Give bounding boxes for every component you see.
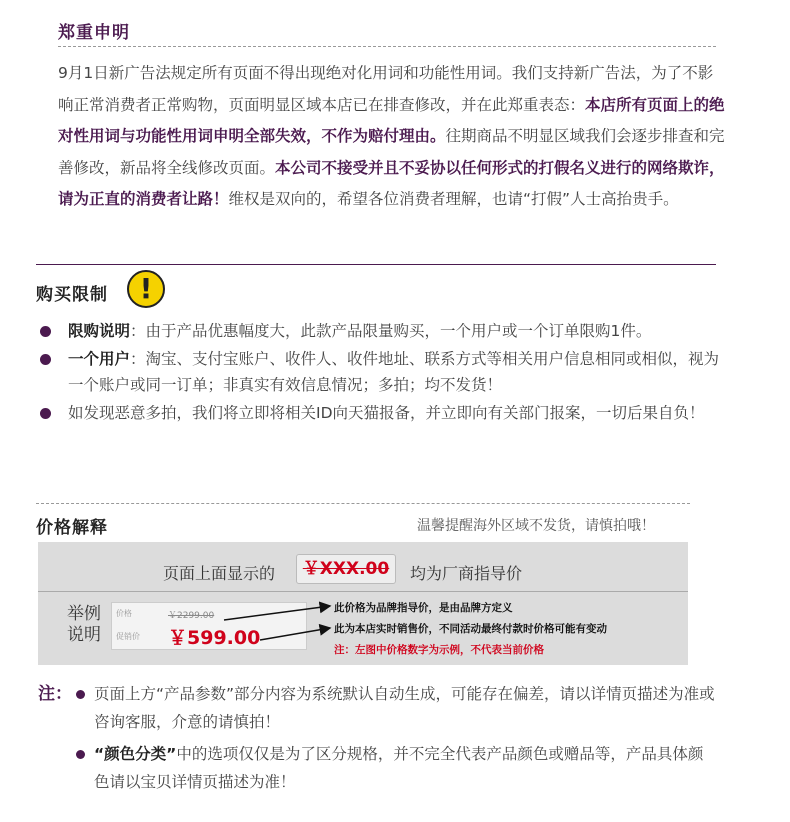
price-explain-title: 价格解释 — [36, 518, 108, 538]
declaration-title: 郑重申明 — [58, 23, 130, 43]
eg-price-label: 价格 — [116, 609, 132, 618]
arrow-icon — [224, 606, 330, 620]
purchase-limit-title: 购买限制 — [36, 285, 108, 305]
notes-label: 注： — [38, 684, 72, 704]
declaration-text-2: 往期商品不明显区域我们会逐步排查和完善修改，新品将全线修改页面。 — [58, 127, 725, 177]
placeholder-price: ￥XXX.00 — [296, 554, 396, 584]
item-bold: 限购说明 — [68, 322, 131, 340]
note-item — [38, 740, 718, 796]
declaration-text-3: 维权是双向的，希望各位消费者理解，也请“打假”人士高抬贵手。 — [228, 190, 679, 208]
eg-old-price: ￥2299.00 — [168, 611, 215, 621]
note-example: 注：左图中价格数字为示例，不代表当前价格 — [334, 644, 544, 656]
declaration-bold-2: 本公司不接受并且不妥协以任何形式的打假名义进行的网络欺诈，请为正直的消费者让路！ — [58, 158, 725, 208]
note-bold: “颜色分类” — [94, 745, 177, 763]
example-label-1: 举例 — [67, 604, 101, 624]
declaration-paragraph — [58, 58, 728, 216]
arrow-icon — [260, 628, 330, 640]
list-item — [40, 318, 720, 344]
list-item — [40, 400, 720, 426]
eg-new-price: ￥599.00 — [168, 627, 261, 649]
note-text: 页面上方“产品参数”部分内容为系统默认自动生成，可能存在偏差，请以详情页描述为准或咨询客服，介意的请慎拍！ — [94, 685, 715, 731]
list-item — [40, 346, 720, 398]
price-row-prefix: 页面上面显示的 — [163, 564, 276, 583]
example-label-2: 说明 — [67, 625, 101, 645]
bullet-icon — [40, 354, 51, 365]
price-row-suffix: 均为厂商指导价 — [410, 564, 523, 583]
note-brand-price: 此价格为品牌指导价，是由品牌方定义 — [334, 602, 513, 614]
arrows — [220, 596, 340, 644]
bullet-icon — [40, 408, 51, 419]
item-text: ：淘宝、支付宝账户、收件人、收件地址、联系方式等相关用户信息相同或相似，视为一个账户或同一订单；非真实有效信息情况；多拍；均不发货！ — [68, 350, 720, 394]
exclamation-warning-icon: ! — [127, 270, 165, 308]
divider — [36, 264, 716, 265]
notes — [38, 680, 718, 796]
bullet-icon — [76, 690, 85, 699]
note-text: 中的选项仅仅是为了区分规格，并不完全代表产品颜色或赠品等，产品具体颜色请以宝贝详情页描述为准！ — [94, 745, 704, 791]
divider — [36, 503, 690, 504]
bullet-icon — [40, 326, 51, 337]
overseas-notice: 温馨提醒海外区域不发货，请慎拍哦！ — [417, 518, 655, 534]
note-item — [38, 680, 718, 736]
divider — [38, 591, 688, 592]
item-text: ：由于产品优惠幅度大，此款产品限量购买，一个用户或一个订单限购1件。 — [130, 322, 652, 340]
purchase-limit-list — [40, 318, 720, 428]
example-label — [62, 604, 106, 646]
eg-promo-label: 促销价 — [116, 632, 140, 641]
item-bold: 一个用户 — [68, 350, 131, 368]
item-text: 如发现恶意多拍，我们将立即将相关ID向天猫报备，并立即向有关部门报案，一切后果自负！ — [68, 404, 705, 422]
bullet-icon — [76, 750, 85, 759]
note-sale-price: 此为本店实时销售价，不同活动最终付款时价格可能有变动 — [334, 623, 607, 635]
declaration-bold-1: 本店所有页面上的绝对性用词与功能性用词申明全部失效，不作为赔付理由。 — [58, 95, 725, 145]
declaration-text-1: 9月1日新广告法规定所有页面不得出现绝对化用词和功能性用词。我们支持新广告法，为了不影响正常消费者正常购物，页面明显区域本店已在排查修改，并在此郑重表态： — [58, 64, 714, 114]
divider — [58, 46, 716, 47]
